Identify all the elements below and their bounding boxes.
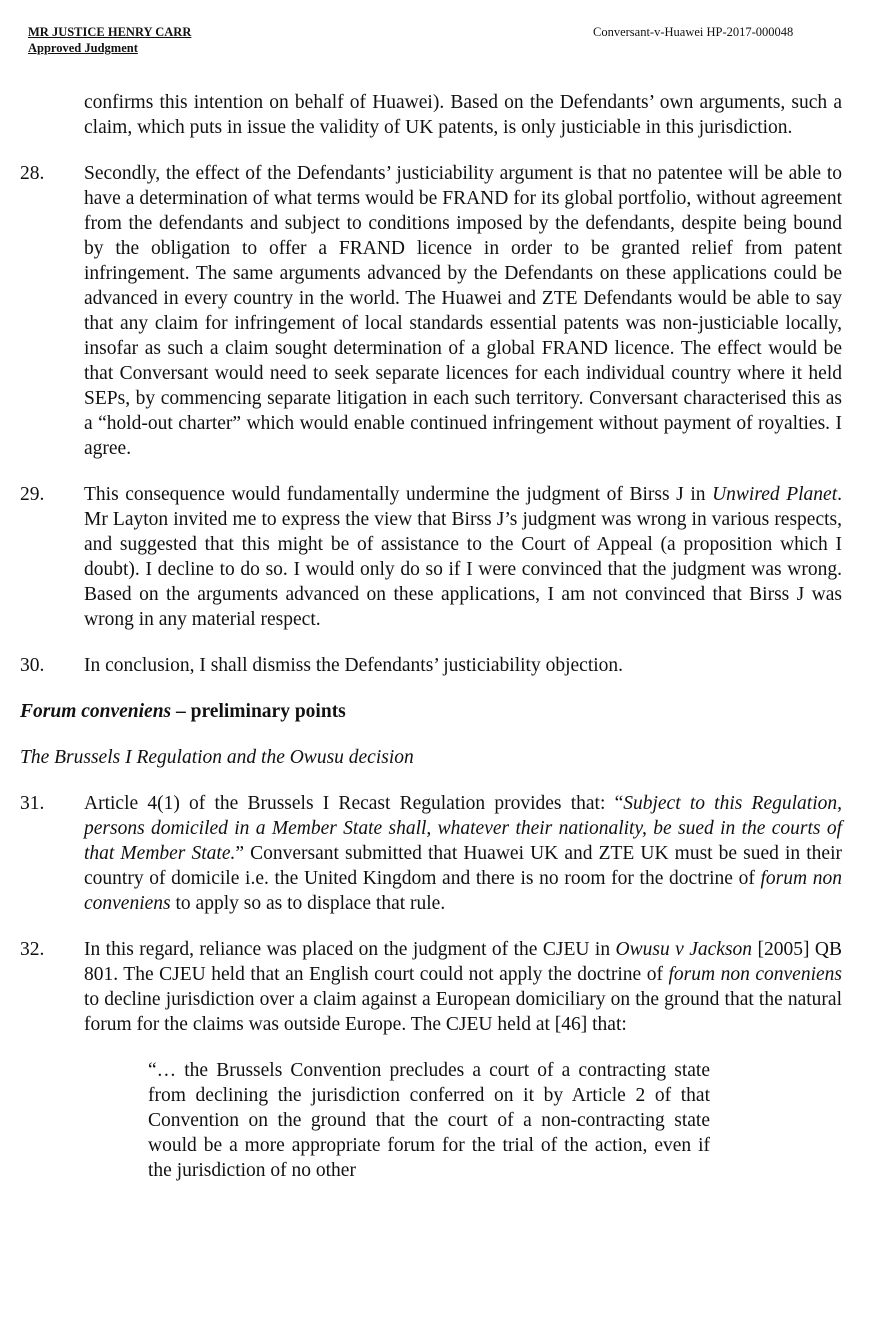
text-run: [2005] QB 801. The CJEU held that an English court could not apply the doctrine of [84,939,842,985]
case-name: Owusu v Jackson [615,939,753,960]
paragraph-number: 29. [20,484,45,505]
heading-rest: – preliminary points [171,701,346,722]
text-run: to apply so as to displace that rule. [170,893,446,914]
text-run: to decline jurisdiction over a claim against a European domiciliary on the ground that the natural forum for the claims was outside Europe. The CJEU held at [46] that: [84,989,842,1035]
paragraph-30 [20,653,842,678]
section-heading [20,699,842,724]
legal-term: forum non conveniens [84,868,842,914]
paragraph-number: 28. [20,163,45,184]
paragraph-text [84,791,842,916]
text-run: Article 4(1) of the Brussels I Recast Regulation provides that: “ [84,793,624,814]
paragraph-number: 32. [20,939,45,960]
paragraph-text: Secondly, the effect of the Defendants’ justiciability argument is that no patentee will be able to have a determination of what terms would be FRAND for its global portfolio, without agreement from the defendants and subject to conditions imposed by the defendants, despite being bound by the obligation to offer a FRAND licence in order to be granted relief from patent infringement. The same arguments advanced by the Defendants on these applications could be advanced in every country in the world. The Huawei and ZTE Defendants would be able to say that any claim for infringement of local standards essential patents was non-justiciable locally, insofar as such a claim sought determination of a global FRAND licence. The effect would be that Conversant would need to seek separate licences for each individual country where it held SEPs, by commencing separate litigation in each such territory. Conversant characterised this as a “hold-out charter” which would enable continued infringement without payment of royalties. I agree. [84,163,842,459]
quoted-regulation: Subject to this Regulation, persons domiciled in a Member State shall, whatever their nationality, be sued in the courts of that Member State. [84,793,842,864]
legal-term: forum non conveniens [668,964,842,985]
paragraph-number: 30. [20,655,45,676]
paragraph-text: In conclusion, I shall dismiss the Defendants’ justiciability objection. [84,655,624,676]
continued-paragraph: confirms this intention on behalf of Huawei). Based on the Defendants’ own arguments, such a claim, which puts in issue the validity of UK patents, is only justiciable in this jurisdiction. [84,92,842,138]
judge-name: MR JUSTICE HENRY CARR [28,25,192,39]
paragraph-text [84,937,842,1037]
text-run: . Mr Layton invited me to express the view that Birss J’s judgment was wrong in various respects, and suggested that this might be of assistance to the Court of Appeal (a proposition which I doubt). I decline to do so. I would only do so if I were convinced that the judgment was wrong. Based on the arguments advanced on these applications, I am not convinced that Birss J was wrong in any material respect. [84,484,842,630]
text-run: This consequence would fundamentally undermine the judgment of Birss J in [84,484,713,505]
paragraph-29 [20,482,842,632]
judgment-status: Approved Judgment [28,41,138,55]
document-body [20,90,842,1183]
block-quote: “… the Brussels Convention precludes a court of a contracting state from declining the jurisdiction conferred on it by Article 2 of that Convention on the ground that the court of a non-contracting state would be a more appropriate forum for the trial of the action, even if the jurisdiction of no other [148,1060,710,1181]
paragraph-31 [20,791,842,916]
paragraph-text [84,482,842,632]
paragraph-32 [20,937,842,1037]
paragraph-number: 31. [20,793,45,814]
section-subheading: The Brussels I Regulation and the Owusu decision [20,747,414,768]
text-run: In this regard, reliance was placed on the judgment of the CJEU in [84,939,616,960]
paragraph-28 [20,161,842,461]
case-reference: Conversant-v-Huawei HP-2017-000048 [593,25,794,39]
text-run: ” Conversant submitted that Huawei UK and ZTE UK must be sued in their country of domicile i.e. the United Kingdom and there is no room for the doctrine of [84,843,842,889]
heading-italic: Forum conveniens [20,701,172,722]
case-name: Unwired Planet [712,484,838,505]
header-left [28,24,191,56]
